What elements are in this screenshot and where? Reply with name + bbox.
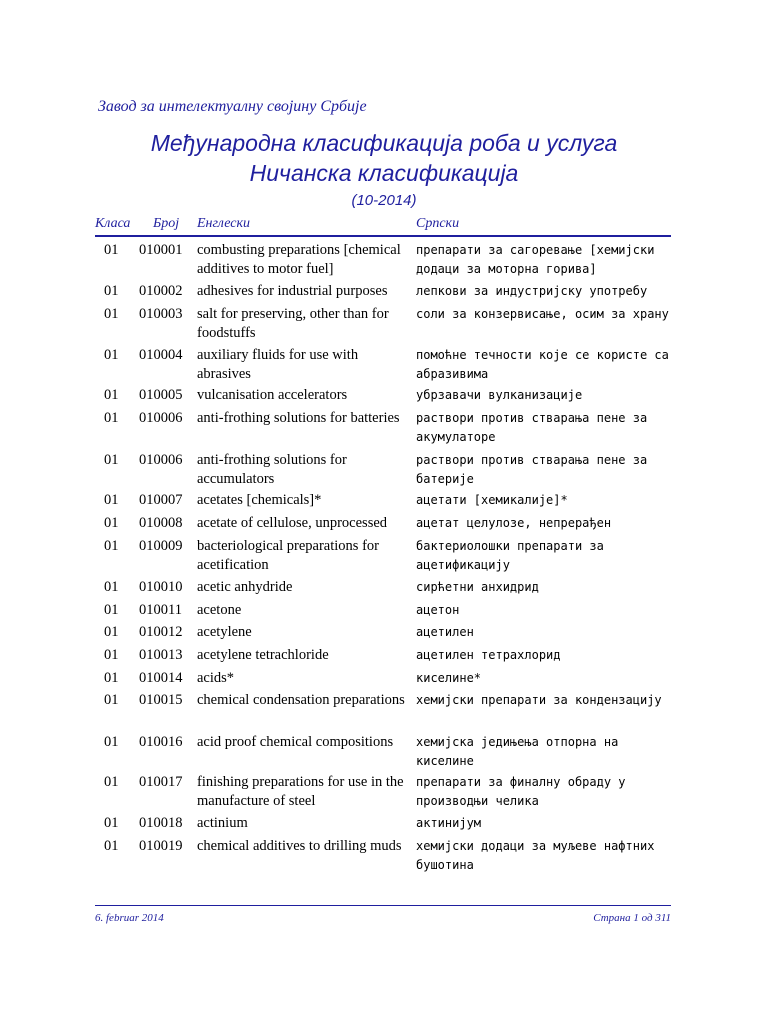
cell-english: anti-frothing solutions for batteries (197, 410, 400, 426)
cell-english: acetic anhydride (197, 579, 293, 595)
cell-klasa: 01 (104, 306, 119, 322)
cell-serbian: хемијска једињења отпорна на киселине (416, 735, 619, 768)
cell-english: chemical additives to drilling muds (197, 838, 402, 854)
column-header-klasa: Класа (95, 216, 131, 231)
cell-klasa: 01 (104, 387, 119, 403)
cell-serbian: ацетилен тетрахлорид (416, 648, 561, 662)
cell-english: acetate of cellulose, unprocessed (197, 515, 388, 531)
cell-klasa: 01 (104, 838, 119, 854)
cell-english: acid proof chemical compositions (197, 734, 394, 750)
cell-klasa: 01 (104, 692, 119, 708)
cell-serbian: киселине* (416, 671, 482, 685)
cell-english: acetone (197, 602, 242, 618)
cell-broj: 010017 (139, 774, 183, 790)
cell-broj: 010011 (139, 602, 182, 618)
cell-klasa: 01 (104, 624, 119, 640)
cell-klasa: 01 (104, 538, 119, 554)
cell-broj: 010001 (139, 242, 183, 258)
cell-broj: 010009 (139, 538, 183, 554)
cell-klasa: 01 (104, 452, 119, 468)
cell-klasa: 01 (104, 647, 119, 663)
cell-english: combusting preparations [chemical additives to motor fuel] (197, 242, 401, 277)
cell-english: bacteriological preparations for acetification (197, 538, 379, 573)
cell-klasa: 01 (104, 774, 119, 790)
cell-klasa: 01 (104, 602, 119, 618)
footer-rule (95, 905, 671, 907)
cell-serbian: помоћне течности које се користе са абразивима (416, 348, 669, 381)
cell-broj: 010016 (139, 734, 183, 750)
cell-english: chemical condensation preparations (197, 692, 405, 708)
document-title: Међународна класификација роба и услуга (150, 130, 618, 156)
cell-broj: 010004 (139, 347, 183, 363)
cell-serbian: хемијски препарати за кондензацију (416, 693, 662, 707)
cell-english: acetates [chemicals]* (197, 492, 322, 508)
cell-serbian: убрзавачи вулканизације (416, 388, 583, 402)
cell-klasa: 01 (104, 670, 119, 686)
cell-broj: 010002 (139, 283, 183, 299)
cell-serbian: ацетат целулозе, непрерађен (416, 516, 612, 530)
cell-serbian: соли за конзервисање, осим за храну (416, 307, 669, 321)
cell-serbian: бактериолошки препарати за ацетификацију (416, 539, 604, 572)
cell-serbian: раствори против стварања пене за акумулаторе (416, 411, 648, 444)
cell-klasa: 01 (104, 283, 119, 299)
cell-klasa: 01 (104, 515, 119, 531)
cell-broj: 010015 (139, 692, 183, 708)
cell-serbian: ацетати [хемикалије]* (416, 493, 568, 507)
cell-serbian: ацетон (416, 603, 460, 617)
cell-english: anti-frothing solutions for accumulators (197, 452, 347, 487)
cell-broj: 010012 (139, 624, 183, 640)
cell-klasa: 01 (104, 242, 119, 258)
footer-date: 6. februar 2014 (95, 912, 164, 924)
cell-klasa: 01 (104, 815, 119, 831)
column-header-broj: Број (153, 216, 180, 231)
cell-broj: 010019 (139, 838, 183, 854)
institute-name: Завод за интелектуалну својину Србије (98, 98, 367, 115)
cell-serbian: препарати за финалну обраду у производњи челика (416, 775, 626, 808)
cell-serbian: сирћетни анхидрид (416, 580, 539, 594)
cell-broj: 010007 (139, 492, 183, 508)
cell-broj: 010008 (139, 515, 183, 531)
cell-english: salt for preserving, other than for foodstuffs (197, 306, 389, 341)
cell-english: acids* (197, 670, 235, 686)
cell-klasa: 01 (104, 579, 119, 595)
cell-klasa: 01 (104, 734, 119, 750)
column-header-serbian: Српски (416, 216, 460, 231)
cell-serbian: лепкови за индустријску употребу (416, 284, 648, 298)
cell-serbian: ацетилен (416, 625, 474, 639)
column-header-english: Енглески (197, 216, 251, 231)
cell-english: finishing preparations for use in the manufacture of steel (197, 774, 404, 809)
cell-broj: 010018 (139, 815, 183, 831)
cell-klasa: 01 (104, 410, 119, 426)
cell-english: acetylene tetrachloride (197, 647, 329, 663)
cell-klasa: 01 (104, 347, 119, 363)
cell-broj: 010003 (139, 306, 183, 322)
cell-broj: 010014 (139, 670, 183, 686)
table-header (95, 215, 671, 237)
cell-english: acetylene (197, 624, 252, 640)
cell-serbian: раствори против стварања пене за батерије (416, 453, 648, 486)
cell-broj: 010006 (139, 410, 183, 426)
footer-page-number: Страна 1 од 311 (593, 912, 671, 924)
cell-broj: 010013 (139, 647, 183, 663)
cell-serbian: хемијски додаци за муљеве нафтних бушотина (416, 839, 655, 872)
cell-klasa: 01 (104, 492, 119, 508)
cell-broj: 010005 (139, 387, 183, 403)
cell-serbian: препарати за сагоревање [хемијски додаци за моторна горива] (416, 243, 655, 276)
cell-broj: 010010 (139, 579, 183, 595)
edition-label: (10-2014) (351, 192, 417, 209)
cell-english: actinium (197, 815, 248, 831)
cell-broj: 010006 (139, 452, 183, 468)
document-subtitle: Ничанска класификација (249, 160, 519, 186)
cell-serbian: актинијум (416, 816, 482, 830)
cell-english: vulcanisation accelerators (197, 387, 348, 403)
cell-english: auxiliary fluids for use with abrasives (197, 347, 359, 382)
cell-english: adhesives for industrial purposes (197, 283, 388, 299)
